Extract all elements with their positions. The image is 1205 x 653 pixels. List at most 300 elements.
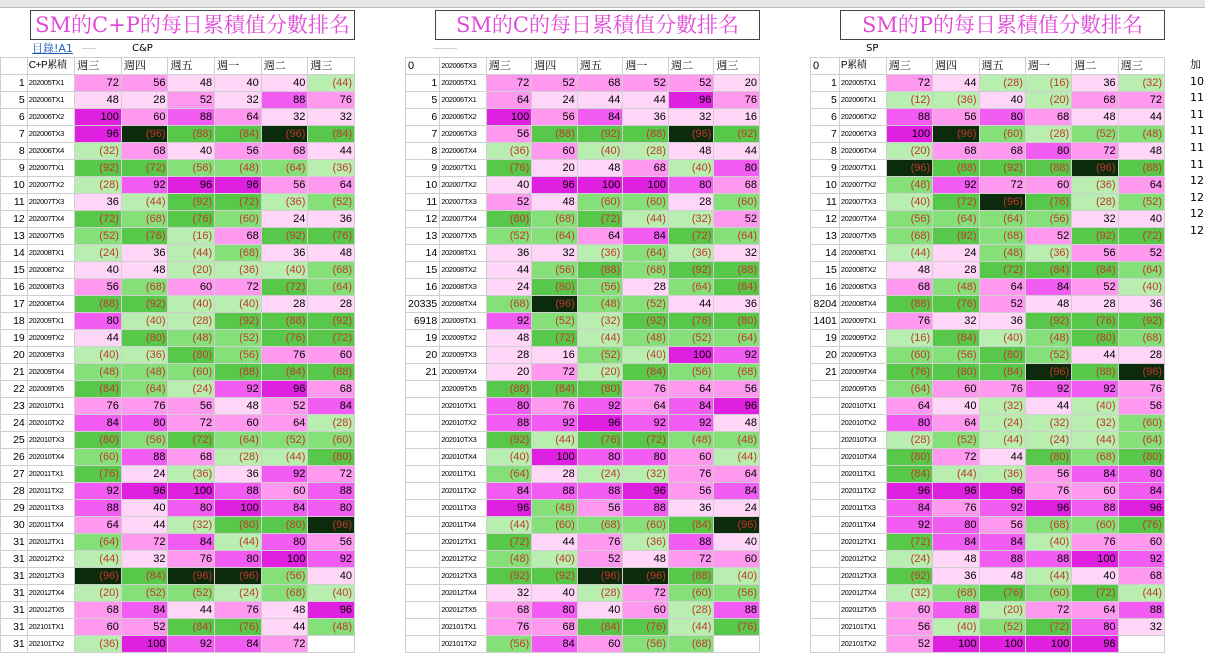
score-cell[interactable]: 40 bbox=[486, 177, 532, 194]
score-cell[interactable]: (96) bbox=[623, 568, 669, 585]
score-cell[interactable]: 92 bbox=[1025, 381, 1071, 398]
score-cell[interactable]: 92 bbox=[886, 517, 932, 534]
contract-label-cell[interactable]: 202007TX4 bbox=[440, 211, 487, 228]
score-cell[interactable]: 68 bbox=[577, 75, 623, 92]
score-cell[interactable]: 96 bbox=[261, 381, 308, 398]
score-cell[interactable]: (52) bbox=[215, 330, 262, 347]
score-cell[interactable]: 96 bbox=[168, 177, 215, 194]
score-cell[interactable]: (96) bbox=[979, 194, 1025, 211]
contract-label-cell[interactable]: 202010TX1 bbox=[839, 398, 886, 415]
score-cell[interactable]: (52) bbox=[1072, 126, 1118, 143]
score-cell[interactable]: 92 bbox=[215, 381, 262, 398]
score-cell[interactable]: (92) bbox=[886, 568, 932, 585]
score-cell[interactable]: (48) bbox=[979, 245, 1025, 262]
score-cell[interactable]: (20) bbox=[75, 585, 122, 602]
score-cell[interactable]: (92) bbox=[979, 160, 1025, 177]
contract-label-cell[interactable]: 202012TX5 bbox=[440, 602, 487, 619]
score-cell[interactable]: (36) bbox=[486, 143, 532, 160]
contract-label-cell[interactable]: 202009TX1 bbox=[839, 313, 886, 330]
score-cell[interactable]: 84 bbox=[168, 534, 215, 551]
score-cell[interactable]: (60) bbox=[623, 517, 669, 534]
score-cell[interactable]: (36) bbox=[215, 262, 262, 279]
score-cell[interactable]: (44) bbox=[1025, 568, 1071, 585]
score-cell[interactable]: (40) bbox=[261, 262, 308, 279]
contract-label-cell[interactable]: 202009TX4 bbox=[27, 364, 74, 381]
contract-label-cell[interactable]: 202005TX1 bbox=[440, 75, 487, 92]
score-cell[interactable]: 32 bbox=[486, 585, 532, 602]
score-cell[interactable]: 28 bbox=[668, 194, 714, 211]
contract-label-cell[interactable]: 202012TX5 bbox=[27, 602, 74, 619]
contract-label-cell[interactable]: 202008TX1 bbox=[440, 245, 487, 262]
score-cell[interactable]: (68) bbox=[121, 211, 168, 228]
score-cell[interactable]: 44 bbox=[75, 330, 122, 347]
weekday-header-cell[interactable]: 週五 bbox=[168, 58, 215, 75]
score-cell[interactable]: 48 bbox=[577, 160, 623, 177]
score-cell[interactable]: 96 bbox=[308, 602, 355, 619]
score-cell[interactable]: (36) bbox=[933, 92, 979, 109]
score-cell[interactable]: 84 bbox=[532, 636, 578, 653]
score-cell[interactable]: 80 bbox=[1072, 619, 1118, 636]
score-cell[interactable]: (56) bbox=[933, 347, 979, 364]
score-cell[interactable]: 96 bbox=[979, 483, 1025, 500]
score-cell[interactable]: (48) bbox=[623, 330, 669, 347]
score-cell[interactable]: 60 bbox=[623, 602, 669, 619]
score-cell[interactable]: (44) bbox=[75, 551, 122, 568]
score-cell[interactable]: (96) bbox=[75, 568, 122, 585]
contract-label-cell[interactable]: 202007TX2 bbox=[440, 177, 487, 194]
score-cell[interactable]: 36 bbox=[979, 313, 1025, 330]
score-cell[interactable]: (84) bbox=[886, 466, 932, 483]
score-cell[interactable]: 76 bbox=[1072, 534, 1118, 551]
score-cell[interactable]: 52 bbox=[168, 92, 215, 109]
contract-label-cell[interactable]: 202012TX4 bbox=[440, 585, 487, 602]
score-cell[interactable]: (76) bbox=[1025, 194, 1071, 211]
score-cell[interactable]: 24 bbox=[261, 211, 308, 228]
score-cell[interactable]: 56 bbox=[577, 500, 623, 517]
score-cell[interactable]: (48) bbox=[1118, 126, 1164, 143]
contract-label-cell[interactable]: 202010TX2 bbox=[440, 415, 487, 432]
header-label-cell[interactable]: C+P累積 bbox=[27, 58, 74, 75]
contract-label-cell[interactable]: 202009TX4 bbox=[839, 364, 886, 381]
score-cell[interactable]: 32 bbox=[714, 245, 760, 262]
contract-label-cell[interactable]: 202008TX2 bbox=[440, 262, 487, 279]
score-cell[interactable]: (56) bbox=[886, 211, 932, 228]
contract-label-cell[interactable]: 202011TX4 bbox=[440, 517, 487, 534]
score-cell[interactable]: (32) bbox=[168, 517, 215, 534]
score-cell[interactable]: (80) bbox=[75, 432, 122, 449]
score-cell[interactable]: 80 bbox=[623, 449, 669, 466]
score-cell[interactable]: 84 bbox=[486, 483, 532, 500]
score-cell[interactable]: (44) bbox=[668, 619, 714, 636]
score-cell[interactable]: 32 bbox=[933, 313, 979, 330]
score-cell[interactable]: (92) bbox=[623, 313, 669, 330]
score-cell[interactable]: (68) bbox=[486, 296, 532, 313]
weekday-header-cell[interactable]: 週五 bbox=[577, 58, 623, 75]
score-cell[interactable]: 48 bbox=[75, 92, 122, 109]
score-cell[interactable]: (96) bbox=[121, 126, 168, 143]
score-cell[interactable]: (36) bbox=[1025, 245, 1071, 262]
contract-label-cell[interactable]: 202009TX2 bbox=[440, 330, 487, 347]
contract-label-cell[interactable]: 202006TX3 bbox=[839, 126, 886, 143]
score-cell[interactable]: (24) bbox=[886, 551, 932, 568]
score-cell[interactable]: (76) bbox=[75, 466, 122, 483]
score-cell[interactable]: 48 bbox=[215, 398, 262, 415]
score-cell[interactable]: 72 bbox=[486, 75, 532, 92]
contract-label-cell[interactable]: 202007TX1 bbox=[440, 160, 487, 177]
score-cell[interactable]: (20) bbox=[979, 602, 1025, 619]
score-cell[interactable]: 56 bbox=[1072, 245, 1118, 262]
score-cell[interactable]: 96 bbox=[486, 500, 532, 517]
weekday-header-cell[interactable]: 週四 bbox=[121, 58, 168, 75]
score-cell[interactable]: 72 bbox=[532, 364, 578, 381]
score-cell[interactable]: (48) bbox=[886, 177, 932, 194]
score-cell[interactable]: (16) bbox=[1025, 75, 1071, 92]
score-cell[interactable]: 76 bbox=[886, 313, 932, 330]
contract-label-cell[interactable]: 202008TX1 bbox=[27, 245, 74, 262]
score-cell[interactable]: (92) bbox=[1025, 313, 1071, 330]
score-cell[interactable]: (76) bbox=[121, 228, 168, 245]
score-cell[interactable]: (72) bbox=[979, 262, 1025, 279]
score-cell[interactable]: (72) bbox=[168, 432, 215, 449]
score-cell[interactable]: 72 bbox=[1118, 92, 1164, 109]
score-cell[interactable]: (56) bbox=[668, 364, 714, 381]
score-cell[interactable]: 48 bbox=[714, 415, 760, 432]
score-cell[interactable]: 72 bbox=[886, 75, 932, 92]
score-cell[interactable]: (52) bbox=[668, 330, 714, 347]
score-cell[interactable]: 60 bbox=[1118, 534, 1164, 551]
score-cell[interactable]: (72) bbox=[886, 534, 932, 551]
score-cell[interactable]: (96) bbox=[933, 126, 979, 143]
score-cell[interactable]: (60) bbox=[1118, 415, 1164, 432]
score-cell[interactable]: 60 bbox=[886, 602, 932, 619]
score-cell[interactable]: (68) bbox=[933, 585, 979, 602]
score-cell[interactable]: 52 bbox=[532, 75, 578, 92]
score-cell[interactable]: (88) bbox=[714, 262, 760, 279]
score-cell[interactable]: (56) bbox=[532, 262, 578, 279]
score-cell[interactable]: (76) bbox=[215, 619, 262, 636]
score-cell[interactable]: (36) bbox=[75, 636, 122, 653]
score-cell[interactable]: (88) bbox=[623, 126, 669, 143]
score-cell[interactable]: 80 bbox=[714, 160, 760, 177]
score-cell[interactable]: (76) bbox=[261, 330, 308, 347]
score-cell[interactable]: (64) bbox=[623, 245, 669, 262]
score-cell[interactable]: (12) bbox=[886, 92, 932, 109]
score-cell[interactable]: 32 bbox=[1118, 619, 1164, 636]
score-cell[interactable]: 52 bbox=[714, 211, 760, 228]
score-cell[interactable]: 100 bbox=[979, 636, 1025, 653]
contract-label-cell[interactable]: 202007TX2 bbox=[839, 177, 886, 194]
contract-label-cell[interactable]: 202007TX1 bbox=[839, 160, 886, 177]
score-cell[interactable]: (72) bbox=[1072, 585, 1118, 602]
score-cell[interactable]: 48 bbox=[486, 330, 532, 347]
score-cell[interactable]: 20 bbox=[486, 364, 532, 381]
score-cell[interactable]: 96 bbox=[1072, 636, 1118, 653]
score-cell[interactable]: (48) bbox=[577, 296, 623, 313]
contract-label-cell[interactable]: 202010TX4 bbox=[839, 449, 886, 466]
score-cell[interactable]: (36) bbox=[121, 347, 168, 364]
score-cell[interactable]: (56) bbox=[714, 585, 760, 602]
score-cell[interactable]: 44 bbox=[1025, 398, 1071, 415]
contract-label-cell[interactable]: 202011TX3 bbox=[440, 500, 487, 517]
contract-label-cell[interactable]: 202008TX3 bbox=[839, 279, 886, 296]
score-cell[interactable]: (44) bbox=[168, 245, 215, 262]
score-cell[interactable]: 80 bbox=[486, 398, 532, 415]
score-cell[interactable]: (56) bbox=[1025, 211, 1071, 228]
contract-label-cell[interactable]: 202101TX2 bbox=[27, 636, 74, 653]
contract-label-cell[interactable]: 202011TX1 bbox=[839, 466, 886, 483]
score-cell[interactable]: (28) bbox=[886, 432, 932, 449]
score-cell[interactable]: (68) bbox=[121, 279, 168, 296]
score-cell[interactable]: (40) bbox=[886, 194, 932, 211]
score-cell[interactable]: 92 bbox=[979, 500, 1025, 517]
score-cell[interactable]: (88) bbox=[486, 381, 532, 398]
score-cell[interactable]: (52) bbox=[577, 347, 623, 364]
score-cell[interactable]: 88 bbox=[75, 500, 122, 517]
score-cell[interactable]: (44) bbox=[886, 245, 932, 262]
score-cell[interactable]: 88 bbox=[933, 602, 979, 619]
score-cell[interactable]: 64 bbox=[668, 381, 714, 398]
score-cell[interactable]: 60 bbox=[1025, 177, 1071, 194]
score-cell[interactable]: 60 bbox=[75, 619, 122, 636]
score-cell[interactable]: 40 bbox=[933, 398, 979, 415]
contract-label-cell[interactable]: 202008TX1 bbox=[839, 245, 886, 262]
score-cell[interactable]: 20 bbox=[532, 160, 578, 177]
weekday-header-cell[interactable]: 週三 bbox=[75, 58, 122, 75]
contract-label-cell[interactable]: 202009TX2 bbox=[27, 330, 74, 347]
score-cell[interactable]: 52 bbox=[1072, 279, 1118, 296]
score-cell[interactable]: 92 bbox=[261, 466, 308, 483]
weekday-header-cell[interactable]: 週一 bbox=[623, 58, 669, 75]
contract-label-cell[interactable]: 202008TX2 bbox=[839, 262, 886, 279]
score-cell[interactable]: (40) bbox=[121, 313, 168, 330]
score-cell[interactable]: 68 bbox=[308, 381, 355, 398]
score-cell[interactable]: (24) bbox=[168, 381, 215, 398]
contract-label-cell[interactable]: 202101TX2 bbox=[839, 636, 886, 653]
score-cell[interactable]: (16) bbox=[168, 228, 215, 245]
score-cell[interactable]: (28) bbox=[979, 75, 1025, 92]
score-cell[interactable]: 80 bbox=[532, 602, 578, 619]
score-cell[interactable]: 28 bbox=[486, 347, 532, 364]
score-cell[interactable]: (80) bbox=[168, 347, 215, 364]
score-cell[interactable]: (64) bbox=[532, 228, 578, 245]
score-cell[interactable]: 48 bbox=[261, 602, 308, 619]
contract-label-cell[interactable]: 202011TX2 bbox=[27, 483, 74, 500]
score-cell[interactable]: (92) bbox=[714, 126, 760, 143]
score-cell[interactable]: 44 bbox=[577, 92, 623, 109]
score-cell[interactable]: (44) bbox=[714, 449, 760, 466]
contract-label-cell[interactable]: 202007TX3 bbox=[839, 194, 886, 211]
score-cell[interactable]: 24 bbox=[714, 500, 760, 517]
contract-label-cell[interactable]: 202010TX1 bbox=[27, 398, 74, 415]
score-cell[interactable]: 76 bbox=[577, 534, 623, 551]
score-cell[interactable]: 60 bbox=[714, 551, 760, 568]
score-cell[interactable]: 16 bbox=[714, 109, 760, 126]
score-cell[interactable]: 48 bbox=[979, 568, 1025, 585]
score-cell[interactable]: 72 bbox=[668, 551, 714, 568]
score-cell[interactable]: 88 bbox=[1072, 500, 1118, 517]
score-cell[interactable]: 88 bbox=[577, 483, 623, 500]
score-cell[interactable]: (36) bbox=[623, 534, 669, 551]
score-cell[interactable]: (64) bbox=[75, 534, 122, 551]
score-cell[interactable]: (40) bbox=[933, 619, 979, 636]
score-cell[interactable]: 68 bbox=[261, 143, 308, 160]
score-cell[interactable]: 76 bbox=[668, 466, 714, 483]
score-cell[interactable]: (36) bbox=[668, 245, 714, 262]
score-cell[interactable]: (20) bbox=[886, 143, 932, 160]
score-cell[interactable]: 84 bbox=[933, 534, 979, 551]
score-cell[interactable]: 64 bbox=[261, 415, 308, 432]
score-cell[interactable]: (20) bbox=[168, 262, 215, 279]
score-cell[interactable]: (64) bbox=[486, 466, 532, 483]
score-cell[interactable]: 84 bbox=[1072, 466, 1118, 483]
score-cell[interactable]: 100 bbox=[1072, 551, 1118, 568]
score-cell[interactable]: (28) bbox=[168, 313, 215, 330]
score-cell[interactable]: 52 bbox=[1118, 245, 1164, 262]
score-cell[interactable]: 88 bbox=[979, 551, 1025, 568]
score-cell[interactable]: 48 bbox=[1025, 296, 1071, 313]
score-cell[interactable]: 72 bbox=[261, 636, 308, 653]
score-cell[interactable]: 100 bbox=[486, 109, 532, 126]
score-cell[interactable]: (44) bbox=[308, 75, 355, 92]
score-cell[interactable]: 60 bbox=[1072, 483, 1118, 500]
score-cell[interactable]: 92 bbox=[168, 636, 215, 653]
score-cell[interactable]: 60 bbox=[121, 109, 168, 126]
contract-label-cell[interactable]: 202010TX2 bbox=[27, 415, 74, 432]
score-cell[interactable]: 56 bbox=[308, 534, 355, 551]
score-cell[interactable]: (20) bbox=[577, 364, 623, 381]
score-cell[interactable]: (92) bbox=[486, 568, 532, 585]
contract-label-cell[interactable]: 202007TX2 bbox=[27, 177, 74, 194]
score-cell[interactable]: 76 bbox=[168, 551, 215, 568]
score-cell[interactable]: 84 bbox=[886, 500, 932, 517]
score-cell[interactable]: 60 bbox=[668, 449, 714, 466]
score-cell[interactable] bbox=[1118, 636, 1164, 653]
score-cell[interactable]: 100 bbox=[215, 500, 262, 517]
score-cell[interactable]: (48) bbox=[1025, 330, 1071, 347]
score-cell[interactable]: (16) bbox=[886, 330, 932, 347]
score-cell[interactable]: (96) bbox=[1025, 364, 1071, 381]
score-cell[interactable]: 76 bbox=[1118, 381, 1164, 398]
score-cell[interactable]: 80 bbox=[577, 449, 623, 466]
score-cell[interactable]: (56) bbox=[577, 279, 623, 296]
contract-label-cell[interactable]: 202012TX4 bbox=[839, 585, 886, 602]
score-cell[interactable]: 92 bbox=[121, 177, 168, 194]
score-cell[interactable]: 80 bbox=[668, 177, 714, 194]
score-cell[interactable]: 72 bbox=[979, 177, 1025, 194]
weekday-header-cell[interactable]: 週四 bbox=[933, 58, 979, 75]
score-cell[interactable]: 64 bbox=[1118, 177, 1164, 194]
score-cell[interactable]: 52 bbox=[886, 636, 932, 653]
contract-label-cell[interactable]: 202101TX1 bbox=[27, 619, 74, 636]
score-cell[interactable]: (28) bbox=[668, 602, 714, 619]
score-cell[interactable]: (36) bbox=[979, 466, 1025, 483]
score-cell[interactable]: (56) bbox=[486, 636, 532, 653]
score-cell[interactable]: 48 bbox=[623, 551, 669, 568]
score-cell[interactable]: 28 bbox=[261, 296, 308, 313]
score-cell[interactable]: (28) bbox=[623, 143, 669, 160]
score-cell[interactable]: 64 bbox=[933, 415, 979, 432]
score-cell[interactable]: 68 bbox=[1072, 92, 1118, 109]
score-cell[interactable]: (40) bbox=[486, 449, 532, 466]
contract-label-cell[interactable]: 202007TX5 bbox=[839, 228, 886, 245]
score-cell[interactable]: 68 bbox=[714, 177, 760, 194]
score-cell[interactable]: (64) bbox=[215, 432, 262, 449]
score-cell[interactable]: (68) bbox=[979, 228, 1025, 245]
score-cell[interactable]: 92 bbox=[308, 551, 355, 568]
score-cell[interactable]: (88) bbox=[308, 364, 355, 381]
score-cell[interactable]: 96 bbox=[75, 126, 122, 143]
score-cell[interactable]: 88 bbox=[623, 500, 669, 517]
score-cell[interactable]: (68) bbox=[577, 517, 623, 534]
score-cell[interactable]: (40) bbox=[308, 585, 355, 602]
contract-label-cell[interactable]: 202007TX3 bbox=[440, 194, 487, 211]
score-cell[interactable]: 52 bbox=[623, 75, 669, 92]
score-cell[interactable]: 88 bbox=[261, 92, 308, 109]
score-cell[interactable]: 48 bbox=[121, 262, 168, 279]
contract-label-cell[interactable]: 202007TX4 bbox=[27, 211, 74, 228]
score-cell[interactable]: (28) bbox=[577, 585, 623, 602]
score-cell[interactable]: (40) bbox=[215, 296, 262, 313]
score-cell[interactable]: (40) bbox=[532, 551, 578, 568]
score-cell[interactable]: (76) bbox=[308, 228, 355, 245]
score-cell[interactable]: (52) bbox=[933, 432, 979, 449]
contract-label-cell[interactable]: 202101TX1 bbox=[440, 619, 487, 636]
score-cell[interactable]: 80 bbox=[168, 500, 215, 517]
score-cell[interactable]: 76 bbox=[623, 381, 669, 398]
score-cell[interactable]: (52) bbox=[623, 296, 669, 313]
score-cell[interactable]: (92) bbox=[532, 568, 578, 585]
score-cell[interactable]: 76 bbox=[121, 398, 168, 415]
score-cell[interactable]: (52) bbox=[486, 228, 532, 245]
score-cell[interactable]: (64) bbox=[121, 381, 168, 398]
score-cell[interactable]: 64 bbox=[979, 279, 1025, 296]
score-cell[interactable]: 68 bbox=[886, 279, 932, 296]
score-cell[interactable]: (40) bbox=[623, 347, 669, 364]
score-cell[interactable]: 44 bbox=[1072, 347, 1118, 364]
score-cell[interactable]: (60) bbox=[75, 449, 122, 466]
score-cell[interactable]: 84 bbox=[623, 228, 669, 245]
score-cell[interactable]: (36) bbox=[577, 245, 623, 262]
score-cell[interactable]: 40 bbox=[75, 262, 122, 279]
score-cell[interactable]: (80) bbox=[979, 347, 1025, 364]
score-cell[interactable]: (36) bbox=[308, 160, 355, 177]
score-cell[interactable]: 36 bbox=[215, 466, 262, 483]
weekday-header-cell[interactable]: 週五 bbox=[979, 58, 1025, 75]
score-cell[interactable]: 68 bbox=[75, 602, 122, 619]
score-cell[interactable]: 64 bbox=[215, 109, 262, 126]
score-cell[interactable]: 28 bbox=[623, 279, 669, 296]
score-cell[interactable]: (60) bbox=[1072, 517, 1118, 534]
score-cell[interactable]: (24) bbox=[979, 415, 1025, 432]
score-cell[interactable]: (96) bbox=[1072, 160, 1118, 177]
contract-label-cell[interactable]: 202006TX1 bbox=[440, 92, 487, 109]
score-cell[interactable]: 92 bbox=[668, 415, 714, 432]
score-cell[interactable]: (92) bbox=[933, 228, 979, 245]
score-cell[interactable]: 32 bbox=[668, 109, 714, 126]
score-cell[interactable]: (44) bbox=[215, 534, 262, 551]
score-cell[interactable]: (32) bbox=[623, 466, 669, 483]
contract-label-cell[interactable]: 202009TX3 bbox=[839, 347, 886, 364]
score-cell[interactable]: (84) bbox=[308, 126, 355, 143]
score-cell[interactable]: (28) bbox=[215, 449, 262, 466]
score-cell[interactable]: 48 bbox=[933, 551, 979, 568]
contract-label-cell[interactable]: 202006TX1 bbox=[27, 92, 74, 109]
score-cell[interactable]: (60) bbox=[308, 432, 355, 449]
score-cell[interactable]: (80) bbox=[486, 211, 532, 228]
score-cell[interactable]: 56 bbox=[979, 517, 1025, 534]
score-cell[interactable]: 56 bbox=[668, 483, 714, 500]
score-cell[interactable]: 84 bbox=[121, 602, 168, 619]
